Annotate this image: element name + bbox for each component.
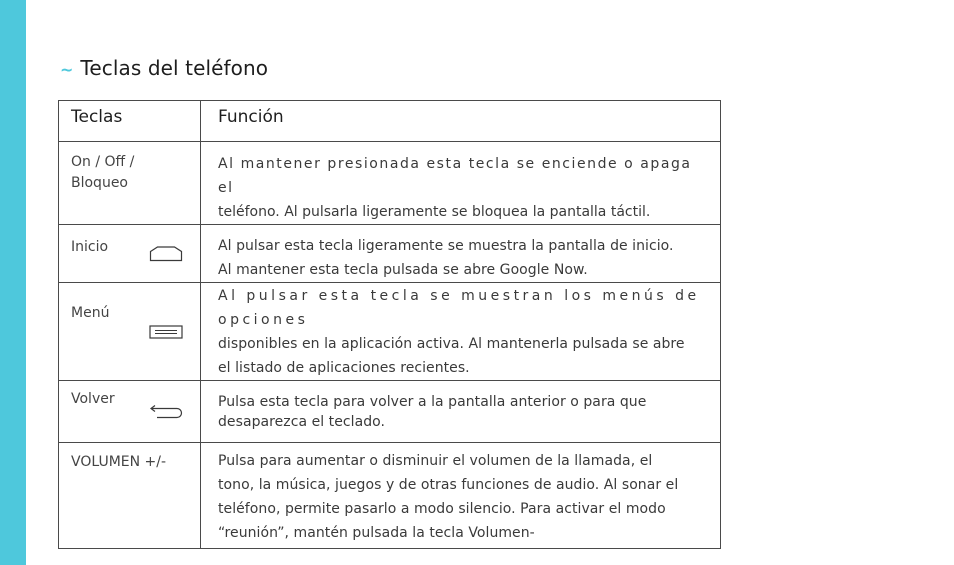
column-header-keys: Teclas (59, 101, 201, 142)
key-function-cell (201, 225, 721, 283)
key-name-cell (59, 283, 201, 381)
key-name-cell (59, 381, 201, 443)
key-name: VOLUMEN +/- (71, 454, 167, 470)
heading-marker: ~ (60, 60, 74, 79)
key-function-cell (201, 283, 721, 381)
phone-keys-table (58, 100, 721, 549)
description-line: Al pulsar esta tecla se muestran los menús de opciones (218, 288, 700, 328)
key-function-cell (201, 443, 721, 549)
description-line: disponibles en la aplicación activa. Al mantenerla pulsada se abre (218, 336, 685, 352)
table-row (59, 225, 721, 283)
column-header-function: Función (201, 101, 721, 142)
table-row (59, 142, 721, 225)
description-line: Al mantener presionada esta tecla se enciende o apaga el (218, 156, 692, 196)
description-line: teléfono. Al pulsarla ligeramente se bloquea la pantalla táctil. (218, 204, 651, 220)
table-row (59, 381, 721, 443)
key-name: Volver (71, 391, 115, 407)
description-line: desaparezca el teclado. (218, 414, 386, 430)
description-line: “reunión”, mantén pulsada la tecla Volumen- (218, 525, 535, 541)
description-line: teléfono, permite pasarlo a modo silencio. Para activar el modo (218, 501, 666, 517)
description-line: Al pulsar esta tecla ligeramente se muestra la pantalla de inicio. (218, 238, 674, 254)
key-name: Inicio (71, 239, 109, 255)
description-line: tono, la música, juegos y de otras funciones de audio. Al sonar el (218, 477, 679, 493)
menu-key-icon (149, 325, 183, 339)
description-line: Pulsa esta tecla para volver a la pantalla anterior o para que (218, 394, 647, 410)
back-key-icon (149, 404, 183, 420)
key-name-cell (59, 142, 201, 225)
description-line: Pulsa para aumentar o disminuir el volumen de la llamada, el (218, 453, 653, 469)
side-accent-bar (0, 0, 26, 565)
page-title: Teclas del teléfono (80, 56, 269, 80)
key-name: Menú (71, 305, 110, 321)
section-heading (60, 56, 268, 80)
description-line: el listado de aplicaciones recientes. (218, 360, 470, 376)
key-name-cell (59, 225, 201, 283)
table-row (59, 443, 721, 549)
key-name: On / Off / Bloqueo (71, 154, 135, 191)
home-key-icon (149, 246, 183, 262)
table-header-row (59, 101, 721, 142)
key-function-cell (201, 381, 721, 443)
table-row (59, 283, 721, 381)
key-name-cell (59, 443, 201, 549)
description-line: Al mantener esta tecla pulsada se abre Google Now. (218, 262, 588, 278)
key-function-cell (201, 142, 721, 225)
